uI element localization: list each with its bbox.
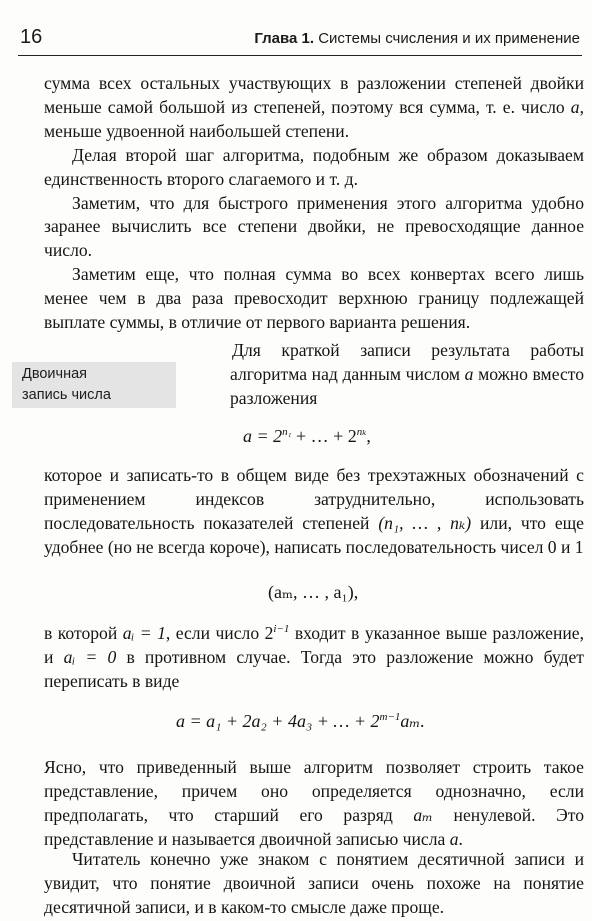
paragraph-8: Ясно, что приведенный выше алгоритм позволяет строить такое представление, причем оно определяется однозначно, если предполагать, что старший его разряд aₘ ненулевой. Это представление и называется двоичной записью числа a. bbox=[44, 757, 585, 849]
margin-note bbox=[12, 362, 176, 408]
page-number: 16 bbox=[20, 26, 43, 48]
page-header bbox=[0, 0, 592, 60]
paragraph-5: Для краткой записи результата работы алгоритма над данным числом a можно вместо разложения bbox=[230, 340, 585, 408]
formula-power-sum: $a = 2^{n_1}$ + … + $2^{n_k}$, bbox=[243, 426, 371, 446]
paragraph-4: Заметим еще, что полная сумма во всех конвертах всего лишь менее чем в два раза превосходит верхнюю границу подлежащей выплате суммы, в отличие от первого варианта решения. bbox=[44, 264, 584, 333]
margin-note-line-2: запись числа bbox=[22, 387, 111, 403]
paragraph-1: сумма всех остальных участвующих в разложении степеней двойки меньше самой большой из степеней, поэтому вся сумма, т. е. число a, меньше удвоенной наибольшей степени. bbox=[44, 73, 584, 141]
chapter-title: Системы счисления и их применение bbox=[318, 30, 580, 47]
paragraph-3: Заметим, что для быстрого применения этого алгоритма удобно заранее вычислить все степени двойки, не превосходящие данное число. bbox=[44, 192, 584, 261]
margin-note-line-1: Двоичная bbox=[22, 366, 88, 382]
formula-digit-tuple: (aₘ, … , a₁), bbox=[268, 582, 359, 602]
paragraph-6: которое и записать-то в общем виде без трехэтажных обозначений с применением индексов затруднительно, использовать последовательность показателей степеней (n₁, … , nₖ) или, что еще удобнее (но не всегда короче), написать последовательность чисел 0 и 1 bbox=[44, 465, 584, 557]
paragraph-9: Читатель конечно уже знаком с понятием десятичной записи и увидит, что понятие двоичной записи очень похоже на понятие десятичной записи, и в каком-то смысле даже проще. bbox=[44, 849, 584, 917]
paragraph-7: в которой aᵢ = 1, если число $2^{i-1}$ входит в указанное выше разложение, и aᵢ = 0 в противном случае. Тогда это разложение можно будет переписать в виде bbox=[44, 623, 584, 691]
formula-binary-expansion: a = a₁ + 2a₂ + 4a₃ + … + $2^{m-1}a_m$. bbox=[176, 711, 425, 731]
header-rule bbox=[18, 55, 582, 56]
body-text-top bbox=[44, 72, 584, 335]
running-head bbox=[254, 30, 580, 47]
chapter-label: Глава 1. bbox=[254, 30, 315, 47]
paragraph-2: Делая второй шаг алгоритма, подобным же образом доказываем единственность второго слагаемого и т. д. bbox=[44, 144, 584, 189]
